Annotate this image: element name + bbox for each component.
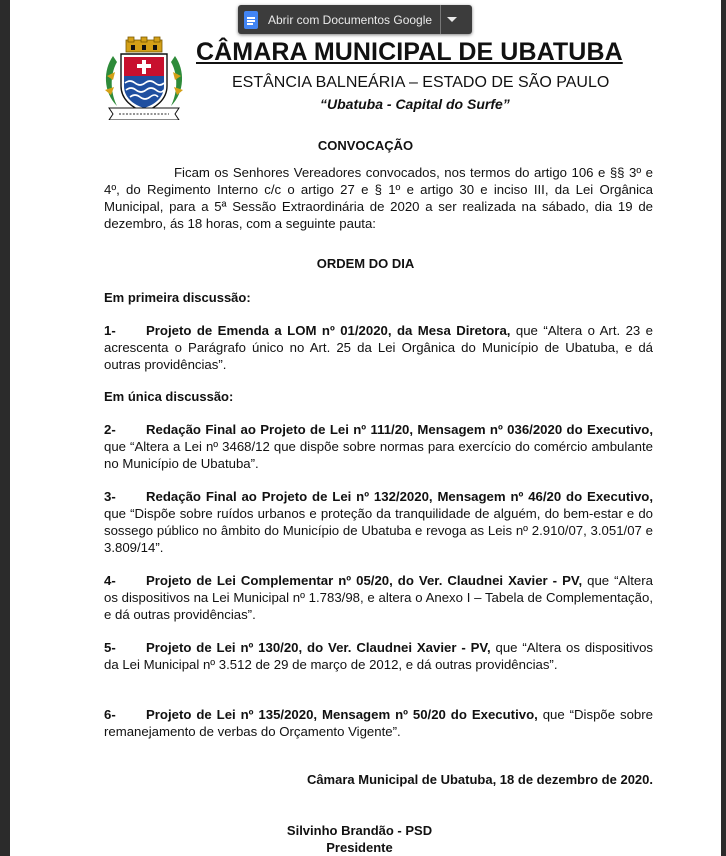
agenda-item	[104, 639, 653, 673]
agenda-item	[104, 488, 653, 556]
agenda-item-title: Projeto de Emenda a LOM nº 01/2020, da Mesa Diretora,	[146, 323, 511, 338]
google-docs-icon	[244, 11, 258, 29]
agenda-item-number: 2-	[104, 422, 116, 437]
agenda-item	[104, 706, 653, 740]
open-with-toolbar	[238, 5, 472, 34]
agenda-item-number: 5-	[104, 640, 116, 655]
header-subtitle: ESTÂNCIA BALNEÁRIA – ESTADO DE SÃO PAULO	[232, 74, 610, 91]
open-with-label: Abrir com Documentos Google	[268, 12, 433, 27]
open-with-google-docs-button[interactable]	[238, 5, 441, 34]
agenda-item-text: que “Altera os dispositivos da Lei Municipal nº 3.512 de 29 de março de 2012, e dá outras providências”.	[104, 640, 653, 672]
agenda-item-title: Projeto de Lei nº 135/2020, Mensagem nº 50/20 do Executivo,	[146, 707, 538, 722]
page-title: CÂMARA MUNICIPAL DE UBATUBA	[196, 38, 623, 66]
scrollbar[interactable]	[721, 0, 726, 856]
signer-role: Presidente	[326, 840, 393, 855]
agenda-item-number: 6-	[104, 707, 116, 722]
document-heading: CONVOCAÇÃO	[317, 138, 414, 153]
agenda-item	[104, 572, 653, 623]
signer-name: Silvinho Brandão - PSD	[286, 823, 433, 838]
municipal-coat-of-arms-icon	[99, 36, 189, 120]
agenda-item	[104, 322, 653, 373]
agenda-item-number: 1-	[104, 323, 116, 338]
agenda-item-number: 4-	[104, 573, 116, 588]
agenda-item-text: que “Altera a Lei nº 3468/12 que dispõe sobre normas para exercício do comércio ambulante no Município de Ubatuba”.	[104, 439, 653, 471]
agenda-item	[104, 421, 653, 472]
agenda-item-text: que “Altera o Art. 23 e acrescenta o Parágrafo único no Art. 25 da Lei Orgânica do Município de Ubatuba, e dá outras providências”.	[104, 323, 654, 372]
agenda-item-text: que “Dispõe sobre remanejamento de verbas do Orçamento Vigente”.	[104, 707, 653, 739]
document-page	[10, 0, 721, 856]
chevron-down-icon	[447, 17, 457, 22]
signature-block	[10, 822, 721, 856]
first-discussion-label: Em primeira discussão:	[104, 290, 251, 305]
agenda-item-text: que “Altera os dispositivos na Lei Municipal nº 1.783/98, e altera o Anexo I – Tabela de Complementação, e dá outras providências”.	[104, 573, 653, 622]
open-with-options-button[interactable]	[441, 5, 463, 34]
header-motto: “Ubatuba - Capital do Surfe”	[320, 96, 510, 112]
agenda-item-title: Projeto de Lei nº 130/20, do Ver. Claudnei Xavier - PV,	[146, 640, 491, 655]
agenda-heading: ORDEM DO DIA	[316, 256, 415, 271]
agenda-item-title: Redação Final ao Projeto de Lei nº 111/20, Mensagem nº 036/2020 do Executivo,	[146, 422, 653, 437]
agenda-item-title: Projeto de Lei Complementar nº 05/20, do Ver. Claudnei Xavier - PV,	[146, 573, 583, 588]
agenda-item-text: que “Dispõe sobre ruídos urbanos e proteção da tranquilidade de alguém, do bem-estar e do sossego público no âmbito do Município de Ubatuba e revoga as Leis nº 2.910/07, 3.051/07 e 3.809/14”.	[104, 506, 653, 555]
intro-paragraph: Ficam os Senhores Vereadores convocados, nos termos do artigo 106 e §§ 3º e 4º, do Regimento Interno c/c o artigo 27 e § 1º e artigo 30 e inciso III, da Lei Orgânica Municipal, para a 5ª Sessão Extraordinária de 2020 a ser realizada na sábado, dia 19 de dezembro, ás 18 horas, com a seguinte pauta:	[104, 165, 653, 231]
agenda-item-number: 3-	[104, 489, 116, 504]
agenda-item-title: Redação Final ao Projeto de Lei nº 132/2020, Mensagem nº 46/20 do Executivo,	[146, 489, 653, 504]
date-line: Câmara Municipal de Ubatuba, 18 de dezembro de 2020.	[306, 772, 653, 787]
single-discussion-label: Em única discussão:	[104, 389, 234, 404]
